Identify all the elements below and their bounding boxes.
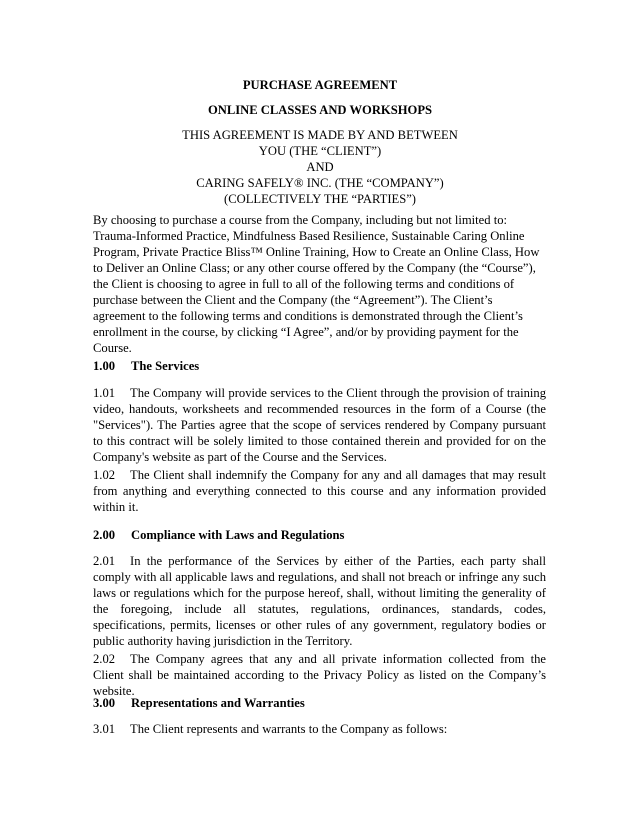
document-title: PURCHASE AGREEMENT (242, 78, 398, 92)
clause-3-01 (93, 721, 546, 737)
intro-line: to Deliver an Online Class; or any other course offered by the Company (the “Course”), (93, 261, 536, 275)
intro-line: By choosing to purchase a course from the Company, including but not limited to: (93, 213, 508, 227)
clause-number: 1.02 (93, 468, 116, 482)
section-title: The Services (131, 359, 200, 373)
intro-line: enrollment in the course, by clicking “I Agree”, and/or by providing payment for the (93, 325, 519, 339)
parties-block (0, 127, 640, 207)
parties-line: CARING SAFELY® INC. (THE “COMPANY”) (196, 176, 444, 190)
intro-line: the Client is choosing to agree in full to all of the following terms and conditions of (93, 277, 515, 291)
clause-number: 2.01 (93, 554, 116, 568)
clause-text: The Company agrees that any and all private information collected from the Client shall be maintained according to the Privacy Policy as listed on the Company’s website. (93, 652, 546, 698)
document-subtitle: ONLINE CLASSES AND WORKSHOPS (207, 103, 433, 117)
clause-text: In the performance of the Services by either of the Parties, each party shall comply with all applicable laws and regulations, and shall not breach or infringe any such laws or regulations which for the purpose hereof, shall, without limiting the generality of the foregoing, include all statutes, regulations, ordinances, standards, codes, specifications, permits, licenses or other rules of any government, regulatory bodies or public authority having jurisdiction in the Territory. (93, 554, 546, 648)
clause-text: The Client represents and warrants to the Company as follows: (130, 722, 448, 736)
parties-line: YOU (THE “CLIENT”) (258, 144, 382, 158)
clause-number: 3.01 (93, 722, 116, 736)
parties-line: (COLLECTIVELY THE “PARTIES”) (224, 192, 416, 206)
clause-1-01 (93, 385, 546, 465)
intro-line: purchase between the Client and the Company (the “Agreement”). The Client’s (93, 293, 493, 307)
clause-text: The Company will provide services to the Client through the provision of training video, handouts, worksheets and recommended resources in the form of a Course (the "Services"). The Parties agree that the scope of services rendered by Company pursuant to this contract will be solely limited to those contained therein and provided for on the Company's website as part of the Course and the Services. (93, 386, 546, 464)
section-heading-representations (93, 695, 546, 711)
clause-2-01 (93, 553, 546, 649)
section-title: Compliance with Laws and Regulations (131, 528, 345, 542)
section-number: 3.00 (93, 696, 116, 710)
intro-line: agreement to the following terms and conditions is demonstrated through the Client’s (93, 309, 523, 323)
section-title: Representations and Warranties (131, 696, 305, 710)
intro-line: Program, Private Practice Bliss™ Online Training, How to Create an Online Class, How (93, 245, 540, 259)
parties-line: THIS AGREEMENT IS MADE BY AND BETWEEN (182, 128, 458, 142)
intro-paragraph (93, 212, 546, 356)
clause-number: 2.02 (93, 652, 116, 666)
clause-1-02 (93, 467, 546, 515)
section-heading-services (93, 358, 546, 374)
section-number: 1.00 (93, 359, 116, 373)
clause-2-02 (93, 651, 546, 699)
clause-number: 1.01 (93, 386, 116, 400)
section-number: 2.00 (93, 528, 116, 542)
parties-line: AND (306, 160, 334, 174)
section-heading-compliance (93, 527, 546, 543)
intro-line: Course. (93, 341, 132, 355)
clause-text: The Client shall indemnify the Company for any and all damages that may result from anything and everything connected to this course and any information provided within it. (93, 468, 546, 514)
intro-line: Trauma-Informed Practice, Mindfulness Based Resilience, Sustainable Caring Online (93, 229, 525, 243)
